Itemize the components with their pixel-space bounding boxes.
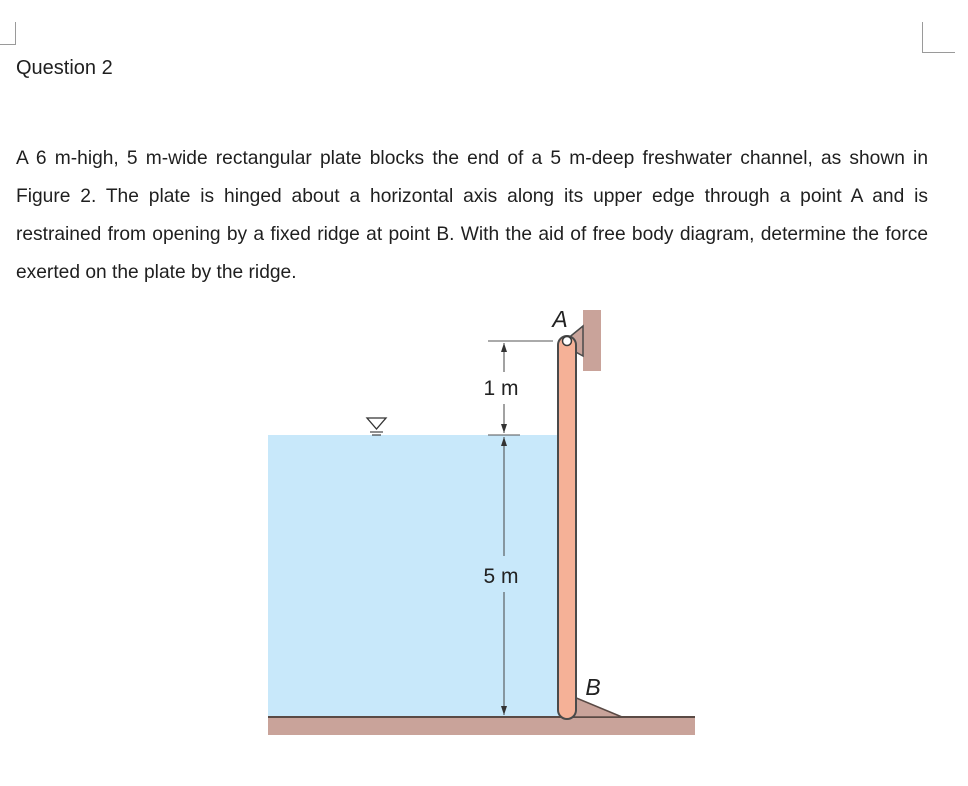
free-surface-symbol-icon: [367, 418, 386, 429]
dimension-label-1m: 1 m: [483, 377, 519, 400]
hinged-plate: [558, 336, 576, 719]
hinge-wall: [583, 310, 601, 371]
channel-floor: [268, 717, 695, 735]
arrowhead: [501, 424, 507, 433]
hinge-pin-A: [563, 337, 572, 346]
ridge-B: [574, 697, 622, 717]
question-title: Question 2: [16, 57, 113, 79]
arrowhead: [501, 343, 507, 352]
point-label-B: B: [585, 674, 601, 700]
question-text: A 6 m-high, 5 m-wide rectangular plate blocks the end of a 5 m-deep freshwater channel, as shown in Figure 2. The plate is hinged about a horizontal axis along its upper edge through a point A and is restrained from opening by a fixed ridge at point B. With the aid of free body diagram, determine the force exerted on the plate by the ridge.: [16, 148, 928, 283]
point-label-A: A: [552, 306, 568, 332]
dimension-label-5m: 5 m: [483, 565, 519, 588]
